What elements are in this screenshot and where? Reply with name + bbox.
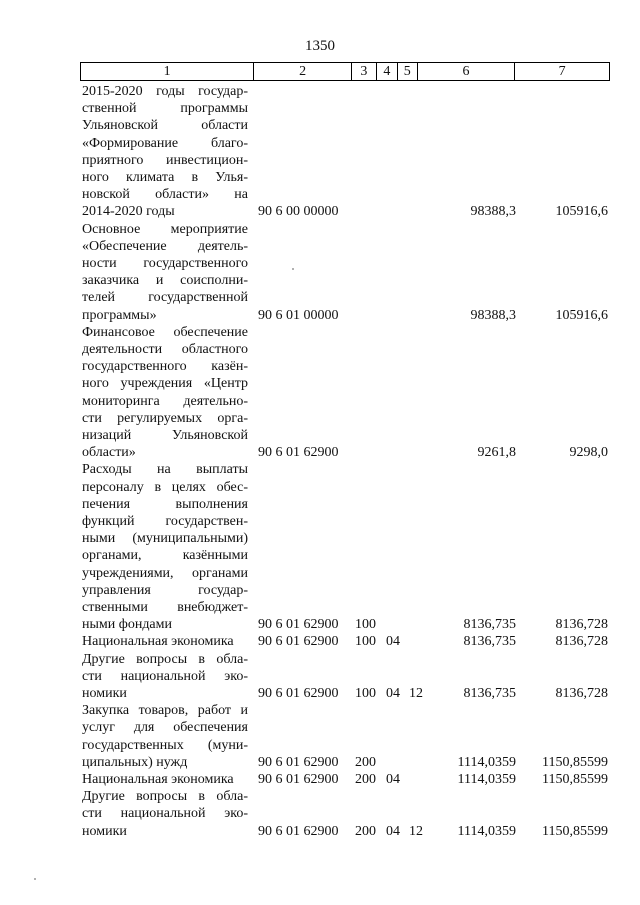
row-name-line: Другие вопросы в обла-: [82, 651, 248, 667]
row-name-line: ными фондами: [82, 617, 173, 633]
row-value-7: 105916,6: [555, 204, 608, 220]
page-number: 1350: [305, 38, 335, 54]
row-name-line: мониторинга деятельно-: [82, 393, 248, 409]
row-value-6: 98388,3: [470, 204, 516, 220]
row-name-line: приятного инвестицион-: [82, 152, 248, 168]
row-code: 90 6 01 62900: [258, 445, 339, 461]
row-value-6: 8136,735: [463, 617, 516, 633]
row-name-line: заказчика и соисполни-: [82, 273, 248, 289]
row-name: [82, 83, 248, 221]
row-name-line: «Обеспечение деятель-: [82, 238, 248, 254]
row-col-4: 04: [386, 686, 400, 701]
row-name-line: ного климата в Улья-: [82, 169, 248, 185]
row-code: 90 6 01 62900: [258, 754, 339, 770]
row-name-line: функций государствен-: [82, 513, 248, 529]
row-col-3: 100: [355, 686, 376, 701]
row-value-6: 8136,735: [463, 686, 516, 701]
row-name-line: деятельности областного: [82, 341, 248, 357]
row-name-line: Основное мероприятие: [82, 221, 248, 237]
row-name: [82, 324, 248, 462]
row-name-line: номики: [82, 685, 127, 701]
row-name-line: Ульяновской области: [82, 118, 248, 134]
scan-speck: [34, 878, 36, 880]
row-value-6: 1114,0359: [457, 754, 516, 770]
row-value-6: 8136,735: [463, 634, 516, 650]
row-col-4: 04: [386, 772, 400, 787]
row-col-4: 04: [386, 634, 400, 650]
row-value-7: 1150,85599: [542, 772, 608, 787]
row-name-line: ности государственного: [82, 255, 248, 271]
row-name-line: номики: [82, 823, 127, 839]
row-name-line: печения выполнения: [82, 496, 248, 512]
row-name-line: органами, казёнными: [82, 548, 248, 564]
row-name-line: персоналу в целях обес-: [82, 479, 248, 495]
scan-speck: [292, 268, 294, 270]
header-col-5: 5: [398, 63, 418, 80]
row-code: 90 6 01 62900: [258, 634, 339, 650]
row-name-line: учреждениями, органами: [82, 565, 248, 581]
row-name-line: ципальных) нужд: [82, 754, 188, 770]
row-name: [82, 221, 248, 324]
row-col-5: 12: [409, 686, 423, 701]
row-name-line: Расходы на выплаты: [82, 462, 248, 478]
row-name-line: низаций Ульяновской: [82, 427, 248, 443]
row-value-7: 8136,728: [555, 617, 608, 633]
row-name: [82, 771, 248, 788]
row-value-7: 8136,728: [555, 634, 608, 650]
row-name-line: сти национальной эко-: [82, 806, 248, 822]
header-col-6: 6: [418, 63, 516, 80]
header-col-2: 2: [254, 63, 352, 80]
row-name-line: 2015-2020 годы государ-: [82, 84, 248, 99]
row-code: 90 6 01 00000: [258, 307, 339, 323]
row-name-line: ными (муниципальными): [82, 531, 248, 547]
row-name-line: государственных (муни-: [82, 737, 248, 753]
row-col-3: 200: [355, 772, 376, 787]
row-code: 90 6 01 62900: [258, 772, 339, 787]
row-name-line: Другие вопросы в обла-: [82, 789, 248, 805]
row-col-3: 200: [355, 754, 376, 770]
row-name: [82, 788, 248, 840]
row-name-line: телей государственной: [82, 290, 248, 306]
row-name-line: ственной программы: [82, 101, 248, 117]
row-col-4: 04: [386, 823, 400, 839]
row-col-3: 200: [355, 823, 376, 839]
row-name: [82, 651, 248, 703]
row-name: [82, 461, 248, 633]
row-col-5: 12: [409, 823, 423, 839]
row-name: [82, 702, 248, 771]
row-name-line: сти национальной эко-: [82, 668, 248, 684]
header-col-7: 7: [558, 64, 566, 79]
row-name-line: Национальная экономика: [82, 634, 234, 650]
row-name-line: Национальная экономика: [82, 772, 234, 787]
row-value-7: 9298,0: [569, 445, 608, 461]
row-name-line: новской области» на: [82, 187, 248, 203]
row-name-line: Закупка товаров, работ и: [82, 703, 248, 719]
row-code: 90 6 01 62900: [258, 617, 339, 633]
header-col-4: 4: [377, 63, 398, 80]
row-name-line: программы»: [82, 307, 157, 323]
row-name-line: Финансовое обеспечение: [82, 324, 248, 340]
row-name-line: услуг для обеспечения: [82, 720, 248, 736]
row-value-7: 1150,85599: [542, 754, 608, 770]
row-value-6: 98388,3: [470, 307, 516, 323]
row-name-line: государственного казён-: [82, 359, 248, 375]
table-header: [80, 62, 610, 81]
row-name-line: сти регулируемых орга-: [82, 410, 248, 426]
row-col-3: 100: [355, 617, 376, 633]
row-name-line: управления государ-: [82, 582, 248, 598]
row-code: 90 6 00 00000: [258, 204, 339, 220]
row-name-line: ного учреждения «Центр: [82, 376, 248, 392]
row-name: [82, 633, 248, 650]
row-name-line: ственными внебюджет-: [82, 599, 248, 615]
row-code: 90 6 01 62900: [258, 686, 339, 701]
row-col-3: 100: [355, 634, 376, 650]
row-value-6: 9261,8: [477, 445, 516, 461]
row-value-7: 8136,728: [555, 686, 608, 701]
row-name-line: 2014-2020 годы: [82, 204, 175, 220]
header-col-1: 1: [81, 63, 254, 80]
row-value-7: 105916,6: [555, 307, 608, 323]
row-name-line: области»: [82, 445, 136, 461]
row-value-6: 1114,0359: [457, 772, 516, 787]
row-value-6: 1114,0359: [457, 823, 516, 839]
row-code: 90 6 01 62900: [258, 823, 339, 839]
row-name-line: «Формирование благо-: [82, 135, 248, 151]
row-value-7: 1150,85599: [542, 823, 608, 839]
header-col-3: 3: [352, 63, 377, 80]
